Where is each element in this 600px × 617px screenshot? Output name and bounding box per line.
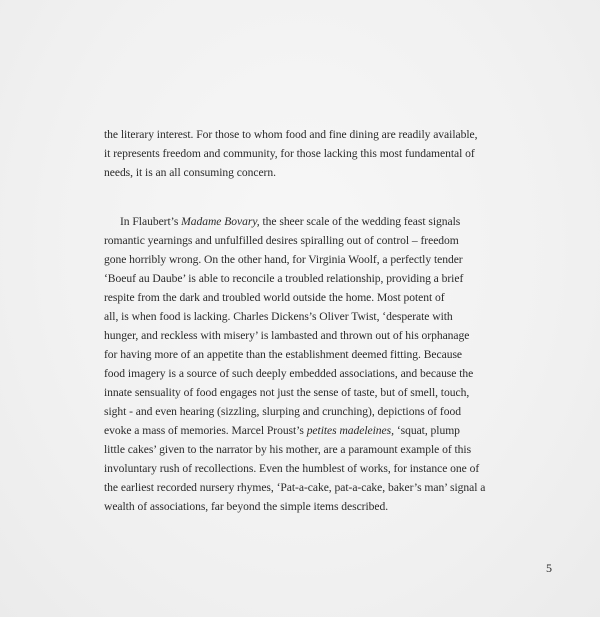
paragraph-2-line bbox=[104, 421, 460, 440]
paragraph-2-line: romantic yearnings and unfulfilled desires spiralling out of control – freedom bbox=[104, 234, 459, 247]
text-run: evoke a mass of memories. Marcel Proust’s bbox=[104, 424, 307, 437]
paragraph-2-line: sight - and even hearing (sizzling, slurping and crunching), depictions of food bbox=[104, 405, 461, 418]
paragraph-2-line: involuntary rush of recollections. Even the humblest of works, for instance one of bbox=[104, 462, 480, 475]
paragraph-2-line: wealth of associations, far beyond the simple items described. bbox=[104, 500, 389, 513]
paragraph-2-line: little cakes’ given to the narrator by his mother, are a paramount example of this bbox=[104, 443, 472, 456]
paragraph-1-line: it represents freedom and community, for those lacking this most fundamental of bbox=[104, 147, 475, 160]
paragraph-2-line: hunger, and reckless with misery’ is lambasted and thrown out of his orphanage bbox=[104, 329, 470, 342]
paragraph-2-line: gone horribly wrong. On the other hand, for Virginia Woolf, a perfectly tender bbox=[104, 253, 463, 266]
paragraph-2-line: food imagery is a source of such deeply embedded associations, and because the bbox=[104, 367, 474, 380]
text-run: In Flaubert’s bbox=[120, 215, 182, 228]
book-title-petites-madeleines: petites madeleines, bbox=[306, 424, 394, 437]
paragraph-2-line bbox=[120, 212, 460, 231]
paragraph-2-line: ‘Boeuf au Daube’ is able to reconcile a troubled relationship, providing a brief bbox=[104, 272, 464, 285]
text-run: ‘squat, plump bbox=[393, 424, 460, 437]
paragraph-2-line: for having more of an appetite than the establishment deemed fitting. Because bbox=[104, 348, 463, 361]
paragraph-1-line: the literary interest. For those to whom food and fine dining are readily available, bbox=[104, 128, 478, 141]
page-number: 5 bbox=[546, 561, 552, 575]
paragraph-2-line: respite from the dark and troubled world outside the home. Most potent of bbox=[104, 291, 445, 304]
text-run: the sheer scale of the wedding feast signals bbox=[259, 215, 461, 228]
paragraph-2-line: all, is when food is lacking. Charles Dickens’s Oliver Twist, ‘desperate with bbox=[104, 310, 453, 323]
paragraph-1-line: needs, it is an all consuming concern. bbox=[104, 166, 276, 179]
paragraph-2-line: the earliest recorded nursery rhymes, ‘Pat-a-cake, pat-a-cake, baker’s man’ signal a bbox=[104, 481, 486, 494]
paragraph-2-line: innate sensuality of food engages not just the sense of taste, but of smell, touch, bbox=[104, 386, 470, 399]
book-title-madame-bovary: Madame Bovary, bbox=[181, 215, 260, 228]
